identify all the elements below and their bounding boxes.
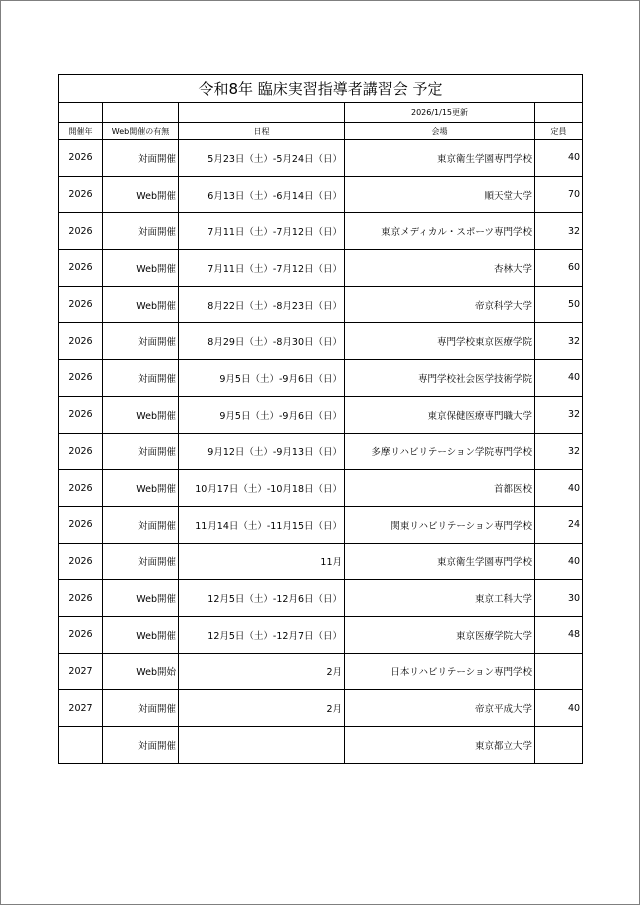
table-row bbox=[59, 506, 583, 543]
table-row bbox=[59, 286, 583, 323]
cell-dates: 9月5日（土）-9月6日（日） bbox=[179, 396, 345, 433]
cell-dates: 8月29日（土）-8月30日（日） bbox=[179, 323, 345, 360]
cell-dates: 7月11日（土）-7月12日（日） bbox=[179, 250, 345, 287]
page-title: 令和8年 臨床実習指導者講習会 予定 bbox=[59, 75, 583, 103]
cell-venue: 順天堂大学 bbox=[345, 176, 535, 213]
cell-mode: Web開催 bbox=[103, 470, 179, 507]
cell-capacity: 40 bbox=[535, 140, 583, 177]
cell-capacity: 50 bbox=[535, 286, 583, 323]
cell-dates: 2月 bbox=[179, 690, 345, 727]
cell-venue: 帝京平成大学 bbox=[345, 690, 535, 727]
cell-dates bbox=[179, 727, 345, 764]
cell-capacity: 40 bbox=[535, 470, 583, 507]
header-venue: 会場 bbox=[345, 123, 535, 140]
cell-mode: 対面開催 bbox=[103, 360, 179, 397]
cell-capacity: 40 bbox=[535, 690, 583, 727]
blank-cell bbox=[103, 103, 179, 123]
blank-cell bbox=[59, 103, 103, 123]
cell-venue: 杏林大学 bbox=[345, 250, 535, 287]
cell-mode: 対面開催 bbox=[103, 506, 179, 543]
header-row bbox=[59, 123, 583, 140]
cell-year bbox=[59, 727, 103, 764]
table-row bbox=[59, 653, 583, 690]
cell-year: 2026 bbox=[59, 580, 103, 617]
cell-capacity bbox=[535, 653, 583, 690]
cell-venue: 東京医療学院大学 bbox=[345, 616, 535, 653]
cell-mode: Web開催 bbox=[103, 176, 179, 213]
cell-capacity bbox=[535, 727, 583, 764]
table-row bbox=[59, 433, 583, 470]
table-row bbox=[59, 543, 583, 580]
blank-cell bbox=[535, 103, 583, 123]
cell-venue: 首都医校 bbox=[345, 470, 535, 507]
schedule-table bbox=[58, 74, 583, 764]
cell-venue: 日本リハビリテーション専門学校 bbox=[345, 653, 535, 690]
cell-dates: 11月 bbox=[179, 543, 345, 580]
header-dates: 日程 bbox=[179, 123, 345, 140]
cell-venue: 東京保健医療専門職大学 bbox=[345, 396, 535, 433]
cell-mode: 対面開催 bbox=[103, 727, 179, 764]
cell-dates: 12月5日（土）-12月6日（日） bbox=[179, 580, 345, 617]
cell-year: 2026 bbox=[59, 543, 103, 580]
table-row bbox=[59, 213, 583, 250]
cell-mode: 対面開催 bbox=[103, 140, 179, 177]
cell-capacity: 32 bbox=[535, 396, 583, 433]
cell-mode: 対面開催 bbox=[103, 433, 179, 470]
cell-capacity: 32 bbox=[535, 433, 583, 470]
cell-capacity: 24 bbox=[535, 506, 583, 543]
cell-mode: Web開催 bbox=[103, 286, 179, 323]
cell-capacity: 70 bbox=[535, 176, 583, 213]
cell-year: 2026 bbox=[59, 616, 103, 653]
cell-year: 2026 bbox=[59, 396, 103, 433]
cell-dates: 6月13日（土）-6月14日（日） bbox=[179, 176, 345, 213]
cell-dates: 12月5日（土）-12月7日（日） bbox=[179, 616, 345, 653]
table-row bbox=[59, 360, 583, 397]
table-row bbox=[59, 250, 583, 287]
cell-venue: 東京工科大学 bbox=[345, 580, 535, 617]
table-row bbox=[59, 140, 583, 177]
table-row bbox=[59, 616, 583, 653]
cell-capacity: 40 bbox=[535, 543, 583, 580]
table-row bbox=[59, 470, 583, 507]
table-row bbox=[59, 690, 583, 727]
cell-dates: 10月17日（土）-10月18日（日） bbox=[179, 470, 345, 507]
cell-capacity: 32 bbox=[535, 213, 583, 250]
cell-year: 2027 bbox=[59, 690, 103, 727]
cell-year: 2026 bbox=[59, 140, 103, 177]
cell-venue: 東京衛生学園専門学校 bbox=[345, 140, 535, 177]
table-row bbox=[59, 580, 583, 617]
cell-venue: 関東リハビリテーション専門学校 bbox=[345, 506, 535, 543]
cell-mode: 対面開催 bbox=[103, 213, 179, 250]
cell-venue: 専門学校社会医学技術学院 bbox=[345, 360, 535, 397]
cell-mode: Web開始 bbox=[103, 653, 179, 690]
cell-capacity: 48 bbox=[535, 616, 583, 653]
cell-mode: Web開催 bbox=[103, 250, 179, 287]
cell-year: 2026 bbox=[59, 506, 103, 543]
table-row bbox=[59, 727, 583, 764]
cell-dates: 8月22日（土）-8月23日（日） bbox=[179, 286, 345, 323]
header-year: 開催年 bbox=[59, 123, 103, 140]
table-row bbox=[59, 396, 583, 433]
cell-venue: 東京衛生学園専門学校 bbox=[345, 543, 535, 580]
cell-mode: Web開催 bbox=[103, 580, 179, 617]
cell-dates: 7月11日（土）-7月12日（日） bbox=[179, 213, 345, 250]
cell-year: 2026 bbox=[59, 286, 103, 323]
cell-year: 2026 bbox=[59, 213, 103, 250]
blank-cell bbox=[179, 103, 345, 123]
cell-year: 2027 bbox=[59, 653, 103, 690]
cell-capacity: 40 bbox=[535, 360, 583, 397]
table-row bbox=[59, 323, 583, 360]
cell-dates: 11月14日（土）-11月15日（日） bbox=[179, 506, 345, 543]
cell-mode: 対面開催 bbox=[103, 323, 179, 360]
cell-year: 2026 bbox=[59, 323, 103, 360]
cell-dates: 9月12日（土）-9月13日（日） bbox=[179, 433, 345, 470]
cell-capacity: 30 bbox=[535, 580, 583, 617]
cell-mode: 対面開催 bbox=[103, 690, 179, 727]
cell-dates: 2月 bbox=[179, 653, 345, 690]
cell-venue: 専門学校東京医療学院 bbox=[345, 323, 535, 360]
cell-venue: 東京都立大学 bbox=[345, 727, 535, 764]
cell-venue: 多摩リハビリテーション学院専門学校 bbox=[345, 433, 535, 470]
updated-date: 2026/1/15更新 bbox=[345, 103, 535, 123]
cell-venue: 帝京科学大学 bbox=[345, 286, 535, 323]
cell-year: 2026 bbox=[59, 470, 103, 507]
cell-year: 2026 bbox=[59, 433, 103, 470]
cell-mode: Web開催 bbox=[103, 616, 179, 653]
cell-year: 2026 bbox=[59, 250, 103, 287]
cell-dates: 5月23日（土）-5月24日（日） bbox=[179, 140, 345, 177]
cell-venue: 東京メディカル・スポーツ専門学校 bbox=[345, 213, 535, 250]
cell-year: 2026 bbox=[59, 360, 103, 397]
cell-dates: 9月5日（土）-9月6日（日） bbox=[179, 360, 345, 397]
cell-mode: Web開催 bbox=[103, 396, 179, 433]
cell-mode: 対面開催 bbox=[103, 543, 179, 580]
table-row bbox=[59, 176, 583, 213]
cell-capacity: 32 bbox=[535, 323, 583, 360]
cell-capacity: 60 bbox=[535, 250, 583, 287]
header-mode: Web開催の有無 bbox=[103, 123, 179, 140]
header-capacity: 定員 bbox=[535, 123, 583, 140]
cell-year: 2026 bbox=[59, 176, 103, 213]
